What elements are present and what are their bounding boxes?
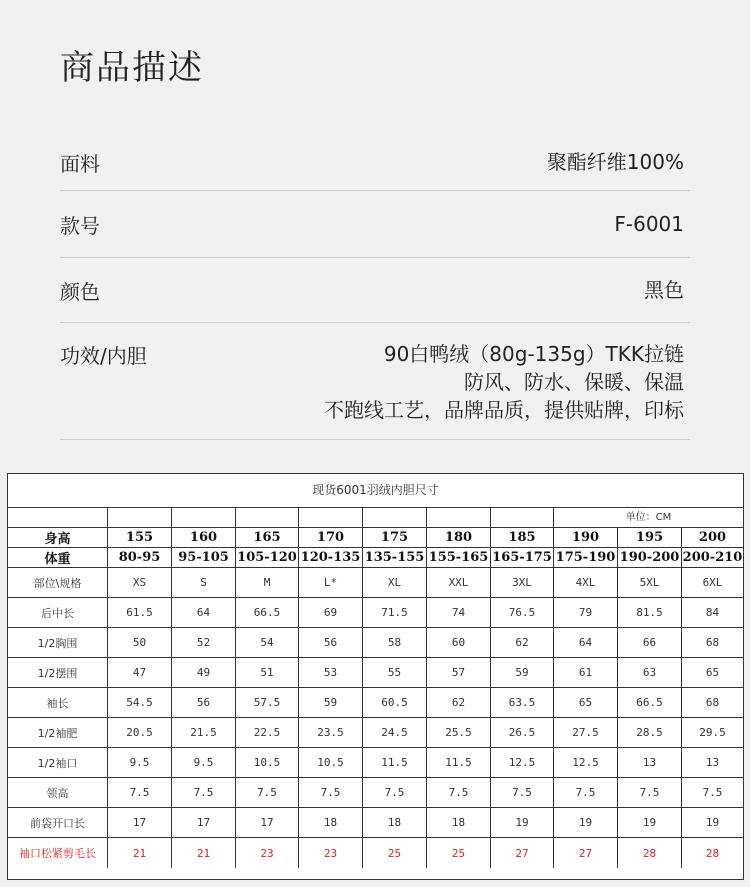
table-row [8, 598, 743, 628]
table-cell: 68 [705, 696, 720, 709]
table-cell: 80-95 [108, 548, 172, 567]
table-cell: 57.5 [236, 688, 299, 717]
table-cell: 175 [363, 528, 427, 547]
table-cell: 185 [491, 528, 554, 547]
table-cell: 62 [427, 688, 491, 717]
table-cell: 9.5 [108, 748, 172, 777]
table-cell: 29.5 [699, 726, 726, 739]
table-cell: 53 [299, 658, 363, 687]
table-cell: 60 [427, 628, 491, 657]
desc-label: 款号 [60, 214, 100, 238]
table-cell: 28 [618, 838, 682, 868]
table-cell: 65 [554, 688, 618, 717]
grid-line [426, 508, 427, 527]
table-cell: 7.5 [172, 778, 236, 807]
desc-value [547, 148, 684, 176]
desc-row-style-number [60, 210, 690, 258]
table-cell: 7.5 [299, 778, 363, 807]
size-table [7, 473, 744, 880]
grid-line [298, 508, 299, 527]
row-header: 1/2袖肥 [8, 718, 108, 747]
table-cell: 7.5 [236, 778, 299, 807]
table-row [8, 688, 743, 718]
table-cell: 18 [363, 808, 427, 837]
row-header: 后中长 [8, 598, 108, 627]
table-cell: 21 [172, 838, 236, 868]
table-cell: 190-200 [618, 548, 682, 567]
table-row [8, 778, 743, 808]
grid-line [107, 508, 108, 527]
table-cell: 165 [236, 528, 299, 547]
table-cell: 54.5 [108, 688, 172, 717]
table-cell: 55 [363, 658, 427, 687]
desc-row-function [60, 340, 690, 440]
desc-value [614, 210, 684, 238]
table-cell: 71.5 [363, 598, 427, 627]
table-cell: 28.5 [618, 718, 682, 747]
table-cell: 165-175 [491, 548, 554, 567]
table-cell: 95-105 [172, 548, 236, 567]
table-cell: 135-155 [363, 548, 427, 567]
table-cell: 25 [427, 838, 491, 868]
table-cell: 28 [705, 846, 720, 860]
table-cell: 13 [705, 756, 720, 769]
table-row [8, 808, 743, 838]
table-cell: 52 [172, 628, 236, 657]
table-cell: S [172, 568, 236, 597]
table-cell: 7.5 [554, 778, 618, 807]
table-cell: 74 [427, 598, 491, 627]
table-cell: 7.5 [491, 778, 554, 807]
table-cell: 60.5 [363, 688, 427, 717]
desc-value-line: 黑色 [644, 278, 684, 302]
table-cell: 66.5 [236, 598, 299, 627]
table-cell: 6XL [702, 576, 723, 589]
page-title: 商品描述 [60, 48, 204, 88]
table-cell: 54 [236, 628, 299, 657]
table-row [8, 658, 743, 688]
table-cell: 18 [299, 808, 363, 837]
table-cell: 68 [705, 636, 720, 649]
table-cell: 180 [427, 528, 491, 547]
table-cell: 57 [427, 658, 491, 687]
table-cell: 47 [108, 658, 172, 687]
table-cell: 23 [299, 838, 363, 868]
table-row [8, 718, 743, 748]
table-cell: 19 [491, 808, 554, 837]
table-cell: 155 [108, 528, 172, 547]
row-header: 1/2胸围 [8, 628, 108, 657]
table-cell: 27 [491, 838, 554, 868]
desc-value-line: 聚酯纤维100% [546, 150, 684, 174]
table-cell: 4XL [554, 568, 618, 597]
table-cell: 5XL [618, 568, 682, 597]
grid-line [235, 508, 236, 527]
table-cell: 19 [554, 808, 618, 837]
table-cell: 120-135 [299, 548, 363, 567]
row-header: 前袋开口长 [8, 808, 108, 837]
table-cell: XS [108, 568, 172, 597]
table-cell: 56 [172, 688, 236, 717]
table-cell: 19 [705, 816, 720, 829]
table-cell: 11.5 [427, 748, 491, 777]
table-cell: 76.5 [491, 598, 554, 627]
table-cell: 190 [554, 528, 618, 547]
table-cell: 7.5 [108, 778, 172, 807]
unit-row [8, 508, 743, 528]
grid-line [362, 508, 363, 527]
table-cell: 12.5 [554, 748, 618, 777]
table-cell: 84 [705, 606, 720, 619]
table-cell: 12.5 [491, 748, 554, 777]
table-cell: 65 [705, 666, 720, 679]
row-header: 袖长 [8, 688, 108, 717]
table-cell: 11.5 [363, 748, 427, 777]
table-cell: 49 [172, 658, 236, 687]
table-cell: 7.5 [618, 778, 682, 807]
desc-label: 颜色 [60, 280, 100, 304]
table-cell: 22.5 [236, 718, 299, 747]
table-cell: 81.5 [618, 598, 682, 627]
table-cell: 61.5 [108, 598, 172, 627]
desc-value-line: 90白鸭绒（80g-135g）TKK拉链 [383, 342, 684, 366]
table-cell: 21.5 [172, 718, 236, 747]
table-row [8, 748, 743, 778]
row-header: 身高 [8, 528, 108, 547]
table-cell: 7.5 [702, 786, 723, 799]
desc-value [644, 276, 684, 304]
table-row [8, 628, 743, 658]
table-row [8, 528, 743, 548]
table-cell: 50 [108, 628, 172, 657]
table-cell: 63.5 [491, 688, 554, 717]
table-cell: 62 [491, 628, 554, 657]
table-cell: 3XL [491, 568, 554, 597]
table-cell: 9.5 [172, 748, 236, 777]
table-cell: XL [363, 568, 427, 597]
table-cell: 170 [299, 528, 363, 547]
table-cell: 7.5 [427, 778, 491, 807]
desc-row-fabric [60, 148, 690, 191]
table-cell: 18 [427, 808, 491, 837]
table-cell: 58 [363, 628, 427, 657]
grid-line [171, 508, 172, 527]
desc-value-line: 防风、防水、保暖、保温 [464, 370, 684, 394]
table-cell: 17 [172, 808, 236, 837]
table-cell: 17 [236, 808, 299, 837]
table-row [8, 548, 743, 568]
desc-value-line: F-6001 [614, 212, 684, 236]
table-cell: 10.5 [236, 748, 299, 777]
table-cell: 25 [363, 838, 427, 868]
table-cell: 160 [172, 528, 236, 547]
desc-value [324, 340, 684, 424]
table-cell: 66.5 [618, 688, 682, 717]
row-header: 1/2袖口 [8, 748, 108, 777]
table-cell: 25.5 [427, 718, 491, 747]
grid-line [553, 508, 554, 527]
table-cell: 195 [618, 528, 682, 547]
table-cell: 155-165 [427, 548, 491, 567]
desc-label: 功效/内胆 [60, 344, 147, 368]
grid-line [490, 508, 491, 527]
desc-row-color [60, 276, 690, 323]
table-cell: 200-210 [682, 550, 743, 565]
table-cell: 105-120 [236, 548, 299, 567]
table-cell: 27 [554, 838, 618, 868]
table-cell: 64 [172, 598, 236, 627]
table-cell: 21 [108, 838, 172, 868]
table-cell: 61 [554, 658, 618, 687]
table-cell: 13 [618, 748, 682, 777]
table-cell: M [236, 568, 299, 597]
table-cell: 79 [554, 598, 618, 627]
table-cell: 200 [698, 530, 727, 545]
table-cell: XXL [427, 568, 491, 597]
table-cell: 19 [618, 808, 682, 837]
table-cell: 10.5 [299, 748, 363, 777]
table-cell: 56 [299, 628, 363, 657]
table-cell: 23 [236, 838, 299, 868]
desc-label: 面料 [60, 152, 100, 176]
table-cell: 64 [554, 628, 618, 657]
table-cell: 175-190 [554, 548, 618, 567]
row-header: 1/2摆围 [8, 658, 108, 687]
desc-value-line: 不跑线工艺，品牌品质，提供贴牌，印标 [324, 398, 684, 422]
row-header: 领高 [8, 778, 108, 807]
table-cell: 7.5 [363, 778, 427, 807]
row-header: 部位\规格 [8, 568, 108, 597]
row-header: 体重 [8, 548, 108, 567]
table-cell: 20.5 [108, 718, 172, 747]
table-title: 现货6001羽绒内胆尺寸 [8, 474, 743, 508]
table-row [8, 838, 743, 868]
table-cell: 51 [236, 658, 299, 687]
table-row [8, 568, 743, 598]
table-cell: 63 [618, 658, 682, 687]
table-cell: 59 [491, 658, 554, 687]
table-cell: 59 [299, 688, 363, 717]
table-cell: 24.5 [363, 718, 427, 747]
table-cell: 69 [299, 598, 363, 627]
table-cell: 66 [618, 628, 682, 657]
table-cell: 27.5 [554, 718, 618, 747]
table-cell: 23.5 [299, 718, 363, 747]
table-cell: 17 [108, 808, 172, 837]
table-cell: 26.5 [491, 718, 554, 747]
row-header: 袖口松紧剪毛长 [8, 838, 108, 868]
table-cell: L* [299, 568, 363, 597]
unit-label: 单位：CM [625, 512, 672, 523]
